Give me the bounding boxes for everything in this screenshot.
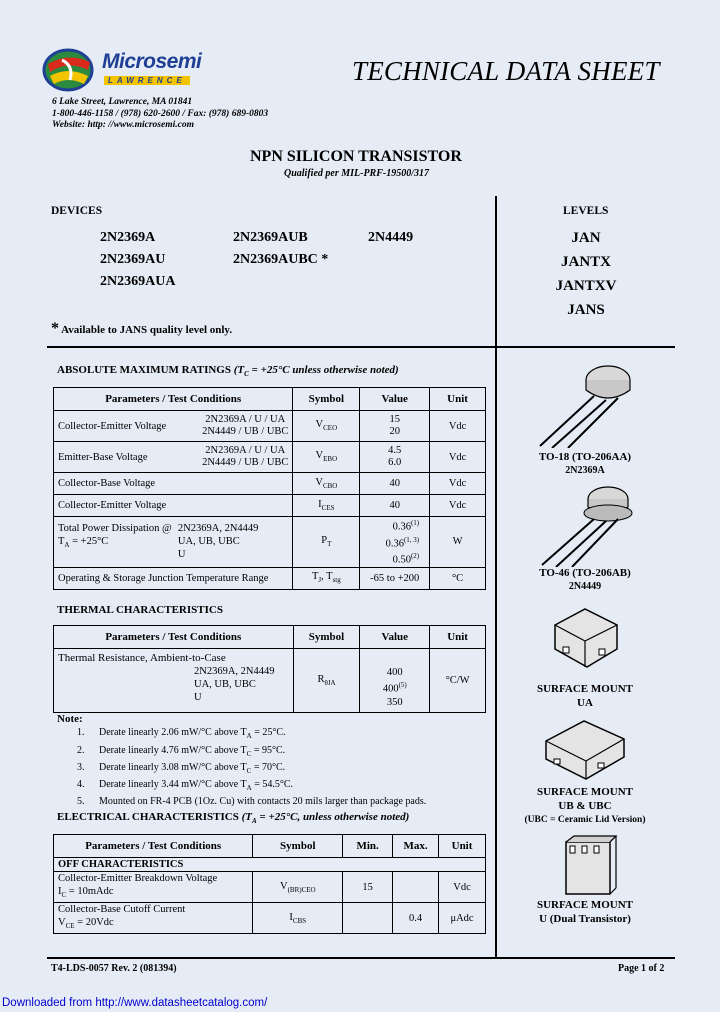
header-cell: Parameters / Test Conditions bbox=[54, 835, 253, 858]
max-cell: 0.4 bbox=[393, 903, 439, 934]
abs-max-table bbox=[53, 387, 486, 590]
header-cell: Unit bbox=[439, 835, 486, 858]
ub-package-icon bbox=[540, 715, 630, 785]
table-header-row bbox=[54, 626, 486, 649]
device-item: 2N2369AUA bbox=[100, 274, 176, 289]
abs-max-heading bbox=[57, 364, 399, 378]
table-row bbox=[54, 567, 486, 589]
unit-cell: °C bbox=[430, 567, 486, 589]
param-cell: Collector-Emitter Voltage bbox=[54, 495, 293, 517]
param-cell: Operating & Storage Junction Temperature Range bbox=[54, 567, 293, 589]
header-cell: Symbol bbox=[293, 626, 360, 649]
package-label-ua: SURFACE MOUNT UA bbox=[536, 683, 634, 709]
unit-cell: Vdc bbox=[430, 495, 486, 517]
note-item: 4. Derate linearly 3.44 mW/°C above $T_A = 54.5^\circ C$. bbox=[77, 779, 294, 793]
level-item: JANS bbox=[567, 302, 605, 318]
jans-note-text: Available to JANS quality level only. bbox=[61, 324, 233, 336]
min-cell bbox=[343, 903, 393, 934]
to18-package-icon bbox=[530, 358, 640, 448]
document-title: TECHNICAL DATA SHEET bbox=[352, 56, 660, 86]
ua-package-icon bbox=[545, 605, 625, 675]
footer-divider bbox=[47, 957, 675, 959]
symbol-cell: $V_{CBO}$ bbox=[293, 473, 360, 495]
device-cell: 2N2369A, 2N4449 UA, UB, UBC U bbox=[194, 666, 275, 703]
thermal-table bbox=[53, 625, 486, 713]
brand-subtitle: LAWRENCE bbox=[104, 76, 190, 85]
header-cell: Symbol bbox=[253, 835, 343, 858]
device-item: 2N2369A bbox=[100, 230, 156, 245]
electrical-heading bbox=[57, 811, 409, 825]
device-item: 2N2369AUBC * bbox=[233, 252, 329, 267]
column-divider-top bbox=[495, 196, 497, 346]
header-cell: Unit bbox=[430, 388, 486, 411]
globe-logo-icon bbox=[40, 46, 100, 94]
value-cell: -65 to +200 bbox=[360, 567, 430, 589]
device-cell: 2N2369A / U / UA bbox=[205, 414, 286, 425]
level-item: JANTXV bbox=[555, 278, 617, 294]
note-item: 1. Derate linearly 2.06 mW/°C above $T_A = 25^\circ C$. bbox=[77, 727, 286, 741]
table-row bbox=[54, 872, 486, 903]
jans-note bbox=[51, 320, 232, 338]
u-package-icon bbox=[558, 832, 618, 898]
value-cell: 400 400$^{(5)}$ 350 bbox=[360, 649, 430, 713]
device-cell: 2N2369A / U / UA bbox=[205, 445, 286, 456]
param-cell: Collector-Emitter Breakdown Voltage $I_C$ = 10mAdc bbox=[54, 872, 253, 903]
electrical-title: ELECTRICAL CHARACTERISTICS bbox=[57, 811, 239, 823]
symbol-cell: $I_{CBS}$ bbox=[253, 903, 343, 934]
company-address bbox=[52, 97, 268, 132]
max-cell bbox=[393, 872, 439, 903]
param-cell: Collector-Base Voltage bbox=[54, 473, 293, 495]
thermal-heading: THERMAL CHARACTERISTICS bbox=[57, 604, 223, 616]
download-link[interactable]: Downloaded from http://www.datasheetcatalog.com/ bbox=[2, 997, 268, 1009]
unit-cell: W bbox=[430, 517, 486, 568]
symbol-cell: $V_{EBO}$ bbox=[293, 442, 360, 473]
symbol-cell: $R_{\theta JA}$ bbox=[293, 649, 360, 713]
header-cell: Symbol bbox=[293, 388, 360, 411]
table-header-row bbox=[54, 835, 486, 858]
header-cell: Min. bbox=[343, 835, 393, 858]
off-characteristics-label: OFF CHARACTERISTICS bbox=[54, 858, 486, 872]
device-item: 2N2369AU bbox=[100, 252, 166, 267]
unit-cell: Vdc bbox=[430, 411, 486, 442]
table-row bbox=[54, 903, 486, 934]
table-row bbox=[54, 649, 486, 713]
symbol-cell: $T_J$, $T_{stg}$ bbox=[293, 567, 360, 589]
header-cell: Value bbox=[360, 388, 430, 411]
device-cell: 2N4449 / UB / UBC bbox=[202, 426, 289, 437]
package-label-to46: TO-46 (TO-206AB) 2N4449 bbox=[539, 567, 631, 592]
header-cell: Parameters / Test Conditions bbox=[54, 388, 293, 411]
param-cell: Collector-Emitter Voltage bbox=[58, 420, 167, 432]
table-row bbox=[54, 411, 486, 442]
unit-cell: Vdc bbox=[430, 473, 486, 495]
header-cell: Parameters / Test Conditions bbox=[54, 626, 294, 649]
qualification: Qualified per MIL-PRF-19500/317 bbox=[284, 168, 429, 179]
device-item: 2N4449 bbox=[368, 230, 414, 245]
value-cell: 40 bbox=[360, 473, 430, 495]
level-item: JAN bbox=[571, 230, 601, 246]
device-cell: 2N4449 / UB / UBC bbox=[202, 457, 289, 468]
device-item: 2N2369AUB bbox=[233, 230, 308, 245]
device-list-col2 bbox=[233, 227, 328, 271]
table-header-row bbox=[54, 388, 486, 411]
address-line-2: 1-800-446-1158 / (978) 620-2600 / Fax: (978) 689-0803 bbox=[52, 108, 269, 119]
unit-cell: μAdc bbox=[439, 903, 486, 934]
symbol-cell: $V_{CEO}$ bbox=[293, 411, 360, 442]
brand-name: Microsemi bbox=[102, 50, 202, 73]
header-cell: Unit bbox=[430, 626, 486, 649]
address-line-1: 6 Lake Street, Lawrence, MA 01841 bbox=[52, 97, 193, 107]
table-row bbox=[54, 442, 486, 473]
abs-max-title: ABSOLUTE MAXIMUM RATINGS bbox=[57, 364, 231, 376]
to46-package-icon bbox=[530, 477, 640, 567]
page-number: Page 1 of 2 bbox=[618, 963, 665, 974]
level-item: JANTX bbox=[560, 254, 611, 270]
table-subheader-row bbox=[54, 858, 486, 872]
notes-section bbox=[57, 713, 426, 809]
company-logo bbox=[40, 46, 240, 94]
param-cell: Thermal Resistance, Ambient-to-Case bbox=[58, 652, 226, 664]
device-list-col1 bbox=[100, 227, 175, 293]
note-item: 3. Derate linearly 3.08 mW/°C above $T_C = 70^\circ C$. bbox=[77, 761, 286, 775]
device-list-col3 bbox=[368, 227, 413, 249]
note-item: 2. Derate linearly 4.76 mW/°C above $T_C = 95^\circ C$. bbox=[77, 744, 286, 758]
levels-heading: LEVELS bbox=[563, 205, 609, 217]
table-row bbox=[54, 517, 486, 568]
product-title: NPN SILICON TRANSISTOR bbox=[250, 148, 462, 165]
symbol-cell: $P_T$ bbox=[293, 517, 360, 568]
package-label-to18: TO-18 (TO-206AA) 2N2369A bbox=[538, 451, 632, 476]
header-cell: Value bbox=[360, 626, 430, 649]
asterisk: * bbox=[51, 320, 59, 337]
min-cell: 15 bbox=[343, 872, 393, 903]
value-cell: 40 bbox=[360, 495, 430, 517]
symbol-cell: $V_{(BR)CEO}$ bbox=[253, 872, 343, 903]
value-cell: 0.36$^{(1)}$ 0.36$^{(1, 3)}$ 0.50$^{(2)}$ bbox=[360, 517, 430, 568]
table-row bbox=[54, 495, 486, 517]
table-row bbox=[54, 473, 486, 495]
notes-heading: Note: bbox=[57, 713, 83, 725]
electrical-table bbox=[53, 834, 486, 934]
column-divider-bottom bbox=[495, 346, 497, 958]
param-cell: Emitter-Base Voltage bbox=[58, 451, 148, 463]
value-cell: 15 20 bbox=[360, 411, 430, 442]
devices-heading: DEVICES bbox=[51, 205, 103, 217]
abs-max-condition: ($T_C = +25^\circ C$ unless otherwise noted) bbox=[233, 364, 399, 379]
header-cell: Max. bbox=[393, 835, 439, 858]
address-line-3: Website: http: //www.microsemi.com bbox=[52, 120, 194, 130]
note-item: 5. Mounted on FR-4 PCB (1Oz. Cu) with contacts 20 mils larger than package pads. bbox=[77, 796, 427, 808]
unit-cell: Vdc bbox=[430, 442, 486, 473]
package-label-ub: SURFACE MOUNT UB & UBC (UBC = Ceramic Lid Version) bbox=[524, 786, 646, 825]
package-label-u: SURFACE MOUNT U (Dual Transistor) bbox=[536, 899, 634, 925]
param-cell: Collector-Base Cutoff Current $V_{CE} = 20Vdc$ bbox=[54, 903, 253, 934]
symbol-cell: $I_{CES}$ bbox=[293, 495, 360, 517]
param-cell: Total Power Dissipation @ $T_A = +25^\circ C$ bbox=[58, 523, 172, 550]
unit-cell: °C/W bbox=[430, 649, 486, 713]
section-divider bbox=[47, 346, 675, 348]
unit-cell: Vdc bbox=[439, 872, 486, 903]
device-cell: 2N2369A, 2N4449 UA, UB, UBC U bbox=[177, 523, 259, 561]
document-id: T4-LDS-0057 Rev. 2 (081394) bbox=[51, 963, 177, 974]
levels-list bbox=[548, 226, 624, 322]
electrical-condition: ($T_A = +25^\circ C$, unless otherwise noted) bbox=[241, 811, 410, 826]
value-cell: 4.5 6.0 bbox=[360, 442, 430, 473]
